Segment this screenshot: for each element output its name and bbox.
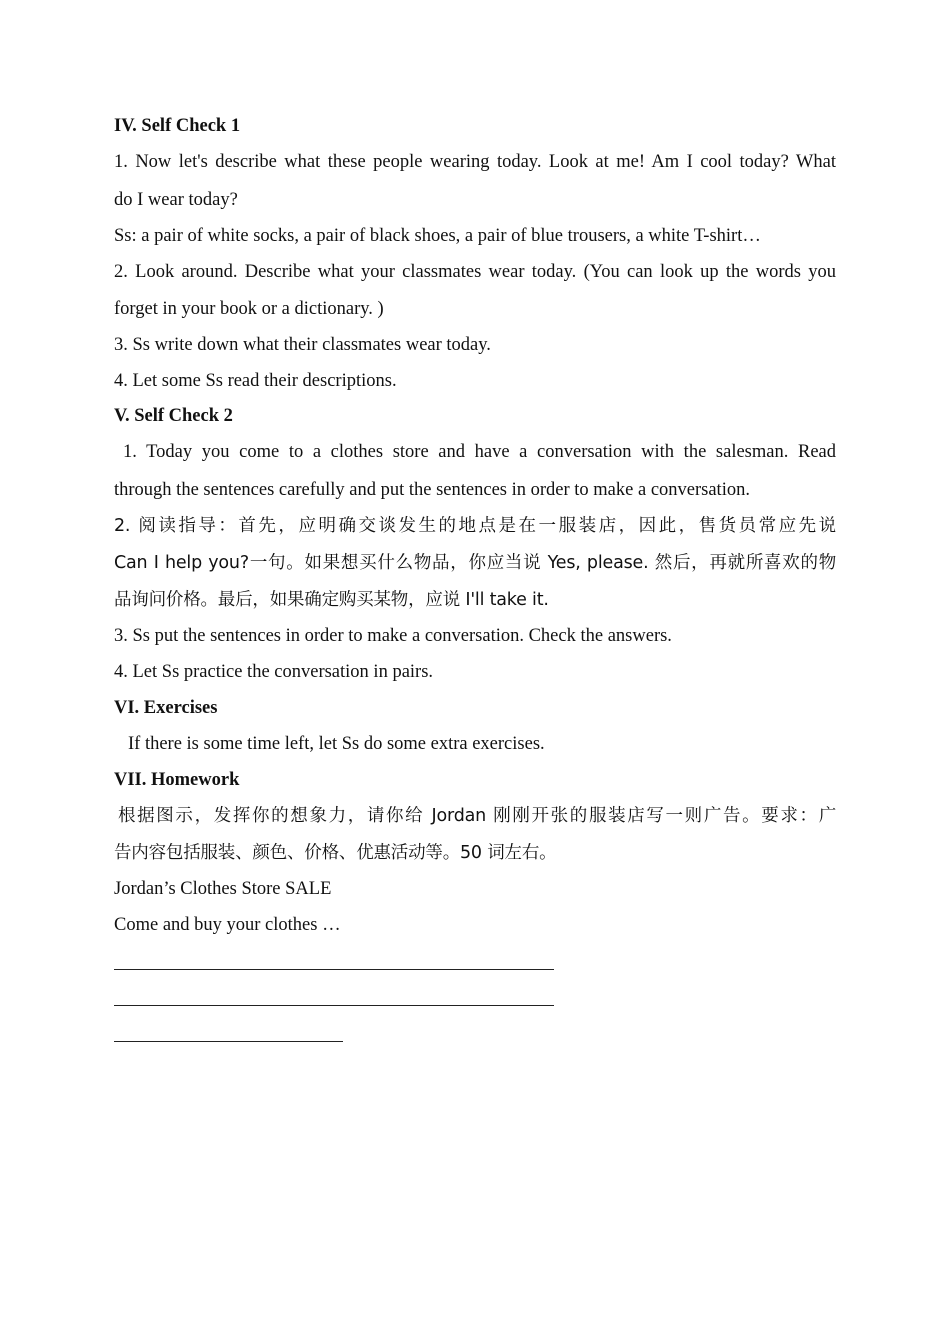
answer-blank-line-2[interactable] [114,1005,554,1006]
s5-paragraph-2-line-2: Can I help you?一句。如果想买什么物品，你应当说 Yes, please. 然后，再就所喜欢的物 [114,553,836,573]
s4-paragraph-3-line-1: 2. Look around. Describe what your classmates wear today. (You can look up the words you [114,262,836,282]
s5-paragraph-3: 3. Ss put the sentences in order to make a conversation. Check the answers. [114,626,672,646]
section-heading-self-check-2: V. Self Check 2 [114,406,233,426]
s4-paragraph-3-line-2: forget in your book or a dictionary. ) [114,299,384,319]
s7-paragraph-1-line-1: 根据图示，发挥你的想象力，请你给 Jordan 刚刚开张的服装店写一则广告。要求：广 [118,806,836,826]
section-heading-exercises: VI. Exercises [114,698,218,718]
s4-paragraph-4: 3. Ss write down what their classmates wear today. [114,335,491,355]
s5-paragraph-4: 4. Let Ss practice the conversation in pairs. [114,662,434,682]
s4-paragraph-2: Ss: a pair of white socks, a pair of black shoes, a pair of blue trousers, a white T-shirt… [114,226,761,246]
s4-paragraph-1-line-1: 1. Now let's describe what these people wearing today. Look at me! Am I cool today? What [114,152,836,172]
s4-paragraph-1-line-2: do I wear today? [114,190,238,210]
answer-blank-line-1[interactable] [114,969,554,970]
s5-paragraph-1-line-1: 1. Today you come to a clothes store and have a conversation with the salesman. Read [123,442,836,462]
section-heading-homework: VII. Homework [114,770,240,790]
section-heading-self-check-1: IV. Self Check 1 [114,116,241,136]
answer-blank-line-3[interactable] [114,1041,343,1042]
s6-paragraph-1: If there is some time left, let Ss do some extra exercises. [128,734,545,754]
s5-paragraph-2-line-1: 2. 阅读指导：首先，应明确交谈发生的地点是在一服装店，因此，售货员常应先说 [114,516,836,536]
s7-ad-opening: Come and buy your clothes … [114,915,341,935]
s7-paragraph-1-line-2: 告内容包括服装、颜色、价格、优惠活动等。50 词左右。 [114,843,557,863]
s4-paragraph-5: 4. Let some Ss read their descriptions. [114,371,397,391]
s7-ad-title: Jordan’s Clothes Store SALE [114,879,332,899]
s5-paragraph-2-line-3: 品询问价格。最后，如果确定购买某物，应说 I'll take it. [114,590,549,610]
s5-paragraph-1-line-2: through the sentences carefully and put the sentences in order to make a conversation. [114,480,750,500]
